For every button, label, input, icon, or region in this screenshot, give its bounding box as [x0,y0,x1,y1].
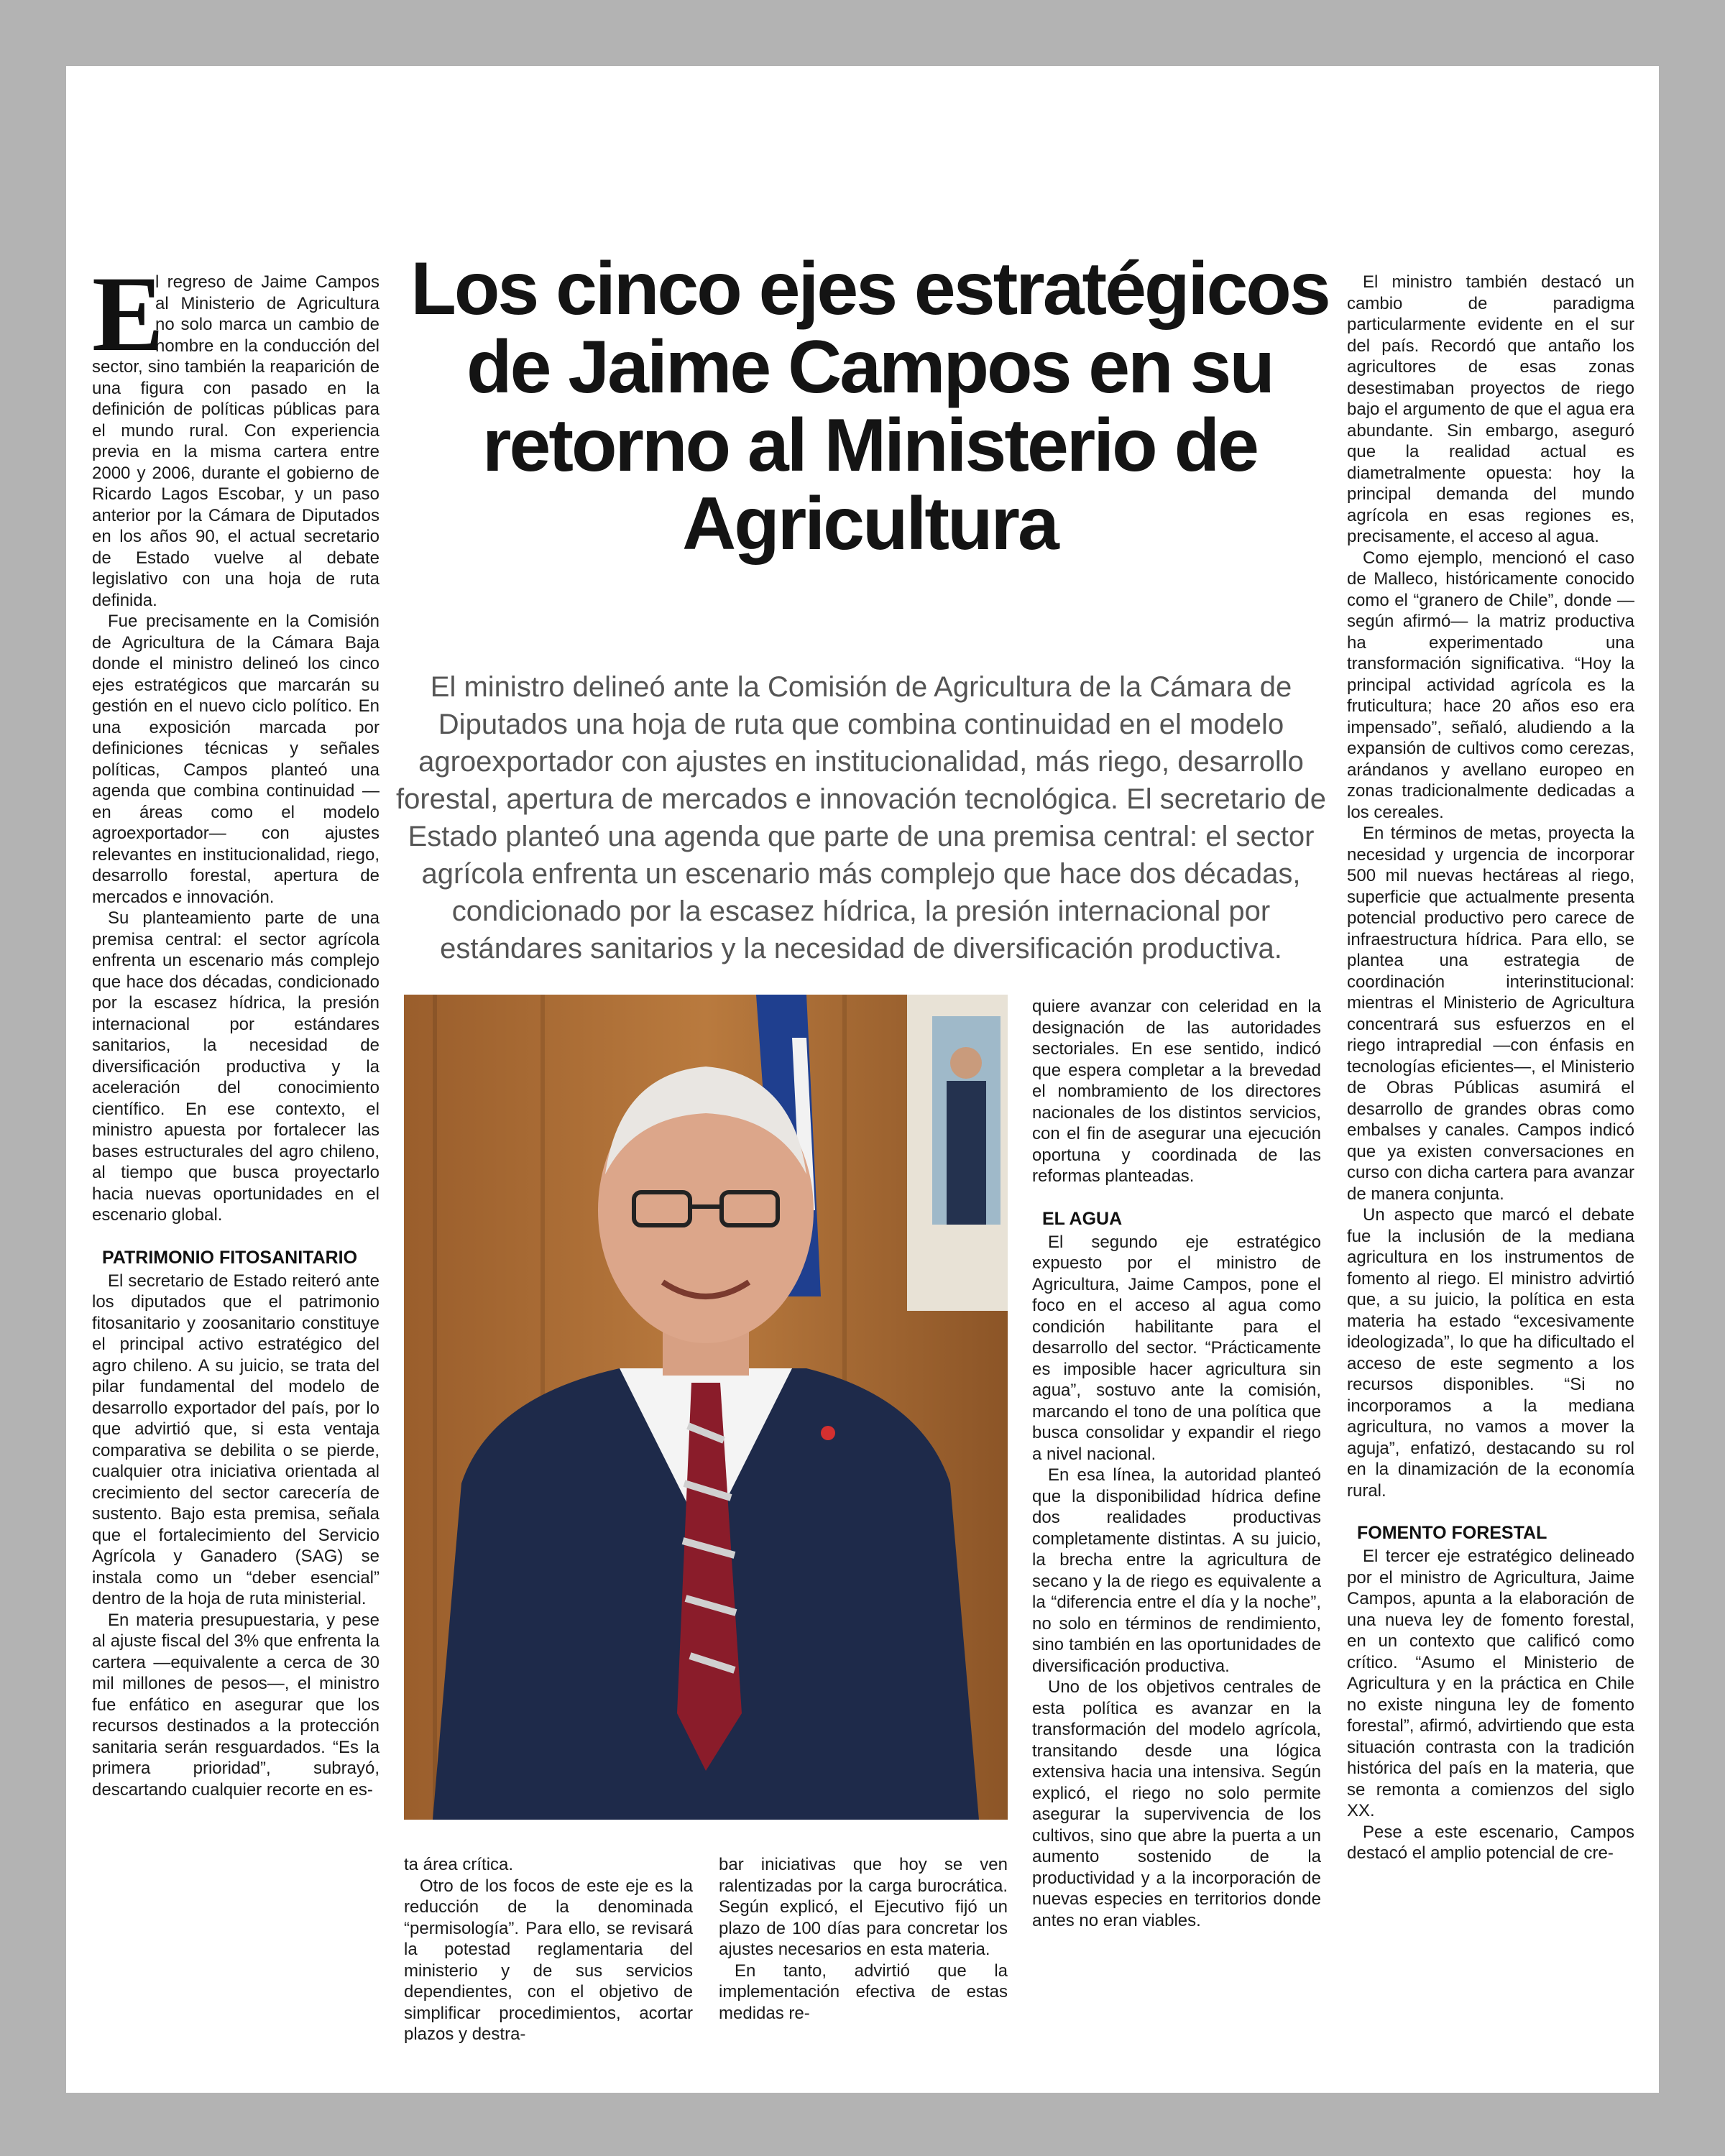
paragraph: El segundo eje estratégico expuesto por el ministro de Agricultura, Jaime Campos, pone el foco en el acceso al agua como condición habilitante para el desarrollo del sector. “Prácticamente es imposible hacer agricultura sin agua”, sostuvo ante la comisión, marcando el tono de una política que busca consolidar y expandir el riego a nivel nacional. [1032,1232,1321,1464]
paragraph: El ministro también destacó un cambio de paradigma particularmente evidente en el sur del país. Recordó que antaño los agricultores de esas zonas desestimaban proyectos de riego bajo el argumento de que el agua era abundante. Sin embargo, aseguró que la realidad actual es diametralmente opuesta: hoy la principal demanda del mundo agrícola en esas regiones es, precisamente, el acceso al agua. [1347,272,1634,546]
article-column-4 [1032,996,1321,1931]
paragraph: Uno de los objetivos centrales de esta política es avanzar en la transformación del modelo agrícola, transitando desde una lógica extensiva hacia una intensiva. Según explicó, el riego no solo permite asegurar la supervivencia de los cultivos, sino que abre la puerta a un aumento sostenido de la productividad y a la incorporación de nuevas especies en territorios donde antes no eran viables. [1032,1677,1321,1930]
paragraph: En términos de metas, proyecta la necesidad y urgencia de incorporar 500 mil nuevas hectáreas al riego, superficie que actualmente presenta potencial productivo pero carece de infraestructura hídrica. Para ello, se plantea una estrategia de coordinación interinstitucional: mientras el Ministerio de Agricultura concentrará sus esfuerzos en el riego intrapredial —con énfasis en tecnologías eficientes—, el Ministerio de Obras Públicas asumirá el desarrollo de grandes obras como embalses y canales. Campos indicó que ya existen conversaciones en curso con dicha cartera para avanzar de manera conjunta. [1347,824,1634,1204]
paragraph: Un aspecto que marcó el debate fue la inclusión de la mediana agricultura en los instrumentos de fomento al riego. El ministro advirtió que, a su juicio, la política en esta materia ha estado “excesivamente ideologizada”, lo que ha dificultado el acceso de este segmento a los recursos disponibles. “Si no incorporamos a la mediana agricultura, no vamos a mover la aguja”, enfatizó, destacando su rol en la dinamización de la economía rural. [1347,1205,1634,1501]
paragraph: Otro de los focos de este eje es la reducción de la denominada “permisología”. Para ello, se revisará la potestad reglamentaria del ministerio y de sus servicios dependientes, con el objetivo de simplificar procedimientos, acortar plazos y destra- [404,1876,693,2044]
paragraph: Fue precisamente en la Comisión de Agricultura de la Cámara Baja donde el ministro delineó los cinco ejes estratégicos que marcarán su gestión en el nuevo ciclo político. En una exposición marcada por definiciones técnicas y señales políticas, Campos planteó una agenda que combina continuidad —en áreas como el modelo agroexportador— con ajustes relevantes en institucionalidad, riego, desarrollo forestal, apertura de mercados e innovación. [92,612,380,907]
paragraph: l regreso de Jaime Campos al Ministerio de Agricultura no solo marca un cambio de nombre en la conducción del sector, sino también la reaparición de una figura con pasado en la definición de políticas públicas para el mundo rural. Con experiencia previa en la misma cartera entre 2000 y 2006, durante el gobierno de Ricardo Lagos Escobar, y un paso anterior por la Cámara de Diputados en los años 90, el actual secretario de Estado vuelve al debate legislativo con una hoja de ruta definida. [92,272,380,610]
standfirst: El ministro delineó ante la Comisión de Agricultura de la Cámara de Diputados una hoja de ruta que combina continuidad en el modelo agroexportador con ajustes en institucionalidad, más riego, desarrollo forestal, apertura de mercados e innovación tecnológica. El secretario de Estado planteó una agenda que parte de una premisa central: el sector agrícola enfrenta un escenario más complejo que hace dos décadas, condicionado por la escasez hídrica, la presión internacional por estándares sanitarios y la necesidad de diversificación productiva. [395,671,1327,964]
headline: Los cinco ejes estratégicos de Jaime Campos en su retorno al Ministerio de Agricultura [410,247,1329,566]
paragraph: En esa línea, la autoridad planteó que la disponibilidad hídrica define dos realidades productivas completamente distintas. A su juicio, la brecha entre la agricultura de secano y la de riego es equivalente a la “diferencia entre el día y la noche”, no solo en términos de rendimiento, sino también en las oportunidades de diversificación productiva. [1032,1465,1321,1676]
drop-cap: E [92,254,165,374]
section-subhead: FOMENTO FORESTAL [1357,1523,1547,1543]
article-column-2 [404,1854,693,2045]
paragraph: bar iniciativas que hoy se ven ralentizadas por la carga burocrática. Según explicó, el Ejecutivo fijó un plazo de 100 días para concretar los ajustes necesarios en esta materia. [719,1855,1008,1959]
portrait-illustration [404,995,1008,1820]
paragraph: quiere avanzar con celeridad en la designación de las autoridades sectoriales. En ese sentido, indicó que espera completar a la brevedad el nombramiento de los directores nacionales de los distintos servicios, con el fin de asegurar una ejecución oportuna y coordinada de las reformas planteadas. [1032,997,1321,1186]
paragraph: En materia presupuestaria, y pese al ajuste fiscal del 3% que enfrenta la cartera —equivalente a cerca de 30 mil millones de pesos—, el ministro fue enfático en asegurar que los recursos destinados a la protección sanitaria serán resguardados. “Es la primera prioridad”, subrayó, descartando cualquier recorte en es- [92,1610,380,1800]
paragraph: Su planteamiento parte de una premisa central: el sector agrícola enfrenta un escenario más complejo que hace dos décadas, condicionado por la escasez hídrica, la presión internacional por estándares sanitarios, la necesidad de diversificación productiva y la aceleración del conocimiento científico. En ese contexto, el ministro apuesta por fortalecer las bases estructurales del agro chileno, al tiempo que busca proyectarlo hacia nuevas oportunidades en el escenario global. [92,908,380,1225]
article-column-1 [92,254,380,1800]
article-column-3 [719,1854,1008,2024]
paragraph: El secretario de Estado reiteró ante los diputados que el patrimonio fitosanitario y zoosanitario constituye el principal activo estratégico del agro chileno. A su juicio, se trata del pilar fundamental del modelo de desarrollo exportador del país, por lo que advirtió que, si esta ventaja comparativa se debilita o se pierde, cualquier otra iniciativa orientada al crecimiento del sector carecería de sustento. Bajo esta premisa, señala que el fortalecimiento del Servicio Agrícola y Ganadero (SAG) se instala como un “deber esencial” dentro de la hoja de ruta ministerial. [92,1271,380,1608]
paragraph: Pese a este escenario, Campos destacó el amplio potencial de cre- [1347,1822,1634,1863]
paragraph: Como ejemplo, mencionó el caso de Malleco, históricamente conocido como el “granero de Chile”, donde —según afirmó— la matriz productiva ha experimentado una transformación significativa. “Hoy la principal actividad agrícola es la fruticultura; hace 20 años eso era impensado”, señaló, aludiendo a la expansión de cultivos como cerezas, arándanos y avellano europeo en zonas tradicionalmente dedicadas a los cereales. [1347,548,1634,822]
article-column-5 [1347,272,1634,1864]
paragraph: ta área crítica. [404,1855,514,1874]
section-subhead: PATRIMONIO FITOSANITARIO [102,1247,358,1268]
paragraph: En tanto, advirtió que la implementación efectiva de estas medidas re- [719,1961,1008,2023]
minister-photo [404,995,1008,1820]
section-subhead: EL AGUA [1042,1208,1123,1229]
paragraph: El tercer eje estratégico delineado por el ministro de Agricultura, Jaime Campos, apunta a la elaboración de una nueva ley de fomento forestal, en un contexto que calificó como crítico. “Asumo el Ministerio de Agricultura y en la práctica en Chile no existe ninguna ley de fomento forestal”, afirmó, advirtiendo que esta situación contrasta con la tradición histórica del país en la materia, que se remonta a comienzos del siglo XX. [1347,1547,1634,1820]
